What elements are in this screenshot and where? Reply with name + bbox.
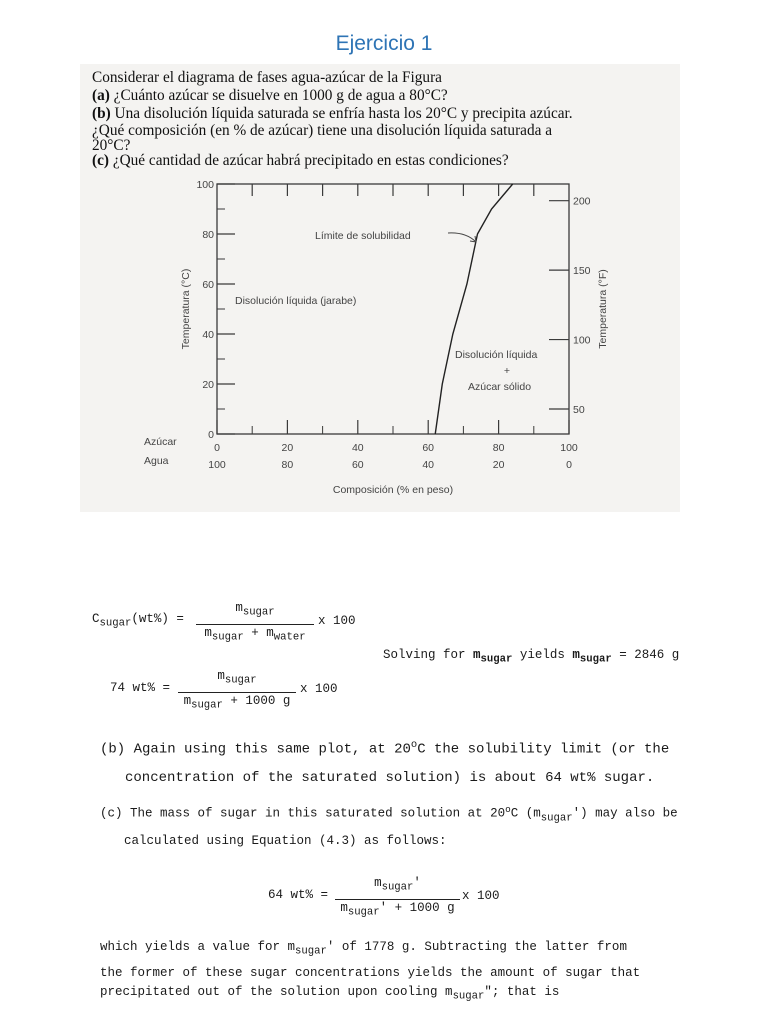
question-b-line2: ¿Qué composición (en % de azúcar) tiene una disolución líquida saturada a (92, 122, 553, 139)
x-tick-label-water: 80 (281, 459, 294, 471)
part-b-line1: (b) Again using this same plot, at 20$^o$C the solubility limit (or the (100, 739, 670, 758)
solubility-limit-curve (435, 184, 512, 434)
x-axis-label: Composición (% en peso) (332, 484, 454, 496)
final-line3: precipitated out of the solution upon cooling $m_{sugar}$"; that is (100, 985, 560, 1003)
eq2-numerator: $m_{sugar}$ (217, 669, 257, 687)
x-tick-label-sugar: 0 (214, 442, 220, 454)
y-axis-label-left: Temperatura (°C) (180, 268, 192, 350)
eq2-times: x 100 (300, 682, 338, 696)
eq1-times: x 100 (318, 614, 356, 628)
eq3-lhs: 64 wt% = (268, 888, 329, 902)
eq3-numerator: $m_{sugar}'$ (374, 876, 421, 894)
solving-line: Solving for $m_{sugar}$ yields $m_{sugar} = 2846$ g (383, 648, 680, 666)
question-a: (a) ¿Cuánto azúcar se disuelve en 1000 g de agua a 80°C? (92, 87, 448, 104)
y-tick-label-c: 0 (208, 429, 214, 441)
eq3-times: x 100 (462, 889, 500, 903)
x-tick-label-water: 100 (208, 459, 226, 471)
question-intro: Considerar el diagrama de fases agua-azúcar de la Figura (92, 69, 442, 86)
x-tick-label-sugar: 100 (560, 442, 578, 454)
y-tick-label-c: 40 (202, 329, 214, 341)
annotation-two-phase-plus: + (503, 365, 511, 377)
final-line2: the former of these sugar concentrations yields the amount of sugar that (100, 966, 641, 980)
eq2-lhs: 74 wt% = (110, 681, 171, 695)
annotation-liquid-region: Disolución líquida (jarabe) (235, 295, 357, 307)
x-row-label-sugar: Azúcar (144, 436, 177, 448)
eq3-denominator: $m_{sugar}' + 1000$ g (335, 899, 460, 919)
question-b-line3: 20°C? (92, 137, 131, 154)
y-tick-label-f: 50 (573, 404, 585, 416)
annotation-arrow (448, 233, 476, 242)
x-tick-label-sugar: 60 (422, 442, 435, 454)
y-tick-label-c: 60 (202, 279, 214, 291)
final-line1: which yields a value for $m_{sugar}'$ of 1778 g. Subtracting the latter from (100, 940, 627, 958)
question-b: (b) Una disolución líquida saturada se enfría hasta los 20°C y precipita azúcar. (92, 105, 573, 122)
part-b-line2: concentration of the saturated solution) is about 64 wt% sugar. (125, 770, 655, 786)
annotation-two-phase-line1: Disolución líquida (455, 349, 538, 361)
eq1-fraction (196, 601, 314, 643)
page-title: Ejercicio 1 (335, 32, 433, 55)
y-tick-label-f: 100 (573, 334, 591, 347)
x-tick-label-water: 60 (351, 459, 364, 471)
x-tick-label-sugar: 40 (351, 442, 364, 454)
question-c: (c) ¿Qué cantidad de azúcar habrá precipitado en estas condiciones? (92, 152, 509, 169)
x-tick-label-sugar: 20 (281, 442, 294, 454)
eq2-fraction (178, 669, 296, 711)
y-tick-label-c: 20 (202, 379, 214, 391)
part-c-line1: (c) The mass of sugar in this saturated solution at 20$^o$C $(m_{sugar}')$ may also be (100, 804, 678, 825)
y-axis-label-right: Temperatura (°F) (597, 269, 609, 349)
y-tick-label-c: 100 (196, 179, 214, 191)
y-tick-label-f: 200 (573, 195, 591, 208)
x-tick-label-water: 20 (492, 459, 505, 471)
x-tick-label-water: 0 (566, 459, 572, 471)
annotation-two-phase-line2: Azúcar sólido (468, 381, 532, 393)
part-c-line2: calculated using Equation (4.3) as follows: (124, 834, 447, 848)
x-row-label-water: Agua (144, 455, 169, 467)
y-tick-label-c: 80 (202, 229, 214, 241)
eq1-numerator: $m_{sugar}$ (235, 601, 275, 619)
x-tick-label-sugar: 80 (492, 442, 505, 454)
eq3-fraction (335, 876, 460, 918)
plot-frame (217, 184, 569, 434)
x-tick-label-water: 40 (422, 459, 435, 471)
eq1-denominator: $m_{sugar} + m_{water}$ (196, 624, 314, 644)
y-tick-label-f: 150 (573, 265, 591, 278)
phase-diagram-chart (80, 170, 680, 512)
eq2-denominator: $m_{sugar} + 1000$ g (178, 692, 296, 712)
annotation-solubility-limit: Límite de solubilidad (315, 230, 411, 242)
eq1-lhs: $C_{sugar}(wt\%)$ = (92, 612, 184, 630)
